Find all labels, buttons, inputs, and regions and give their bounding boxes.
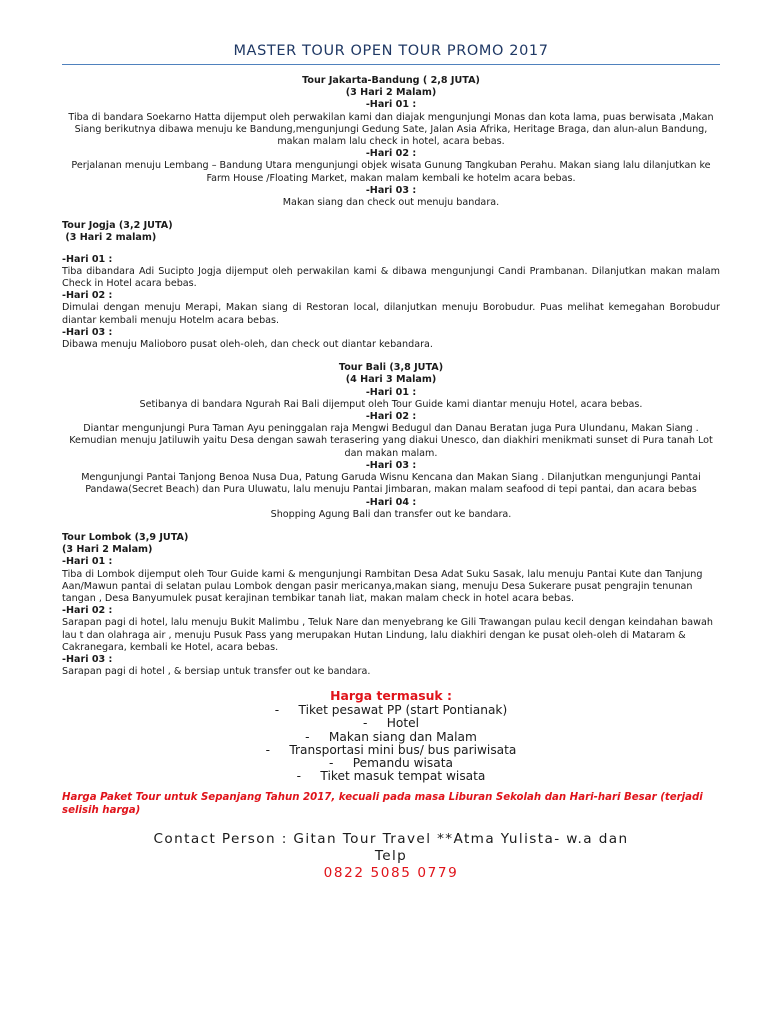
day-label: -Hari 02 : <box>62 290 113 302</box>
title-divider <box>62 64 720 65</box>
price-include-item: - Pemandu wisata <box>329 755 453 770</box>
tour-name: Tour Jogja (3,2 JUTA) <box>62 220 173 232</box>
tour-duration: (3 Hari 2 Malam) <box>345 87 437 99</box>
tour-duration: (4 Hari 3 Malam) <box>345 374 437 386</box>
day-description: Tiba di Lombok dijemput oleh Tour Guide kami & mengunjungi Rambitan Desa Adat Suku Sasak, lalu menuju Pantai Kute dan Tanjung Aan/Mawun pantai di selatan pulau Lombok dengan pasir mericanya,makan siang, menuju Desa Sukerare pusat pengrajin tenunan tangan , Desa Banyumulek pusat kerajinan tembikar tanah liat, makan malam check in hotel acara bebas. <box>62 568 703 604</box>
day-description: Sarapan pagi di hotel , & bersiap untuk transfer out ke bandara. <box>62 666 371 678</box>
day-label: -Hari 03 : <box>62 326 113 338</box>
price-include-item: - Tiket masuk tempat wisata <box>296 768 486 783</box>
price-includes <box>62 688 720 783</box>
day-description: Diantar mengunjungi Pura Taman Ayu peninggalan raja Mengwi Bedugul dan Danau Beratan juga Pura Ulundanu, Makan Siang . Kemudian menuju Jatiluwih yaitu Desa dengan sawah terasering yang diakui Unesco, dan diakhiri menikmati sunset di Pura tanah Lot dan makan malam. <box>69 423 713 459</box>
tour-bali <box>62 362 720 521</box>
price-include-item: - Transportasi mini bus/ bus pariwisata <box>265 742 517 757</box>
contact-phone: 0822 5085 0779 <box>323 865 459 882</box>
day-label: -Hari 02 : <box>62 605 113 617</box>
tour-name: Tour Jakarta-Bandung ( 2,8 JUTA) <box>302 75 480 86</box>
price-includes-title: Harga termasuk : <box>330 688 452 704</box>
day-label: -Hari 04 : <box>365 496 417 508</box>
day-description: Sarapan pagi di hotel, lalu menuju Bukit Malimbu , Teluk Nare dan menyebrang ke Gili Trawangan pulau kecil dengan keindahan bawah lau t dan olahraga air , menuju Pusuk Pass yang merupakan Hutan Lindung, lalu diakhiri dengan ke pusat oleh-oleh di Mataram & Cakranegara, kembali ke Hotel, acara bebas. <box>62 617 713 653</box>
day-label: -Hari 01 : <box>365 386 417 398</box>
tour-duration: (3 Hari 2 Malam) <box>62 544 153 556</box>
contact-block <box>62 831 720 882</box>
day-label: -Hari 01 : <box>365 99 417 111</box>
tour-jogja <box>62 220 720 351</box>
day-description: Shopping Agung Bali dan transfer out ke bandara. <box>270 508 512 520</box>
day-label: -Hari 03 : <box>62 653 113 665</box>
day-description: Perjalanan menuju Lembang – Bandung Utara mengunjungi objek wisata Gunung Tangkuban Perahu. Makan siang lalu dilanjutkan ke Farm House /Floating Market, makan malam kembali ke hotelm acara bebas. <box>71 160 711 184</box>
contact-person: Contact Person : Gitan Tour Travel **Atma Yulista- w.a dan <box>153 831 629 848</box>
day-description: Tiba di bandara Soekarno Hatta dijemput oleh perwakilan kami dan diajak mengunjungi Monas dan kota lama, puas berwisata ,Makan Siang berikutnya dibawa menuju ke Bandung,mengunjungi Gedung Sate, Jalan Asia Afrika, Heritage Braga, dan alun-alun Bandung, makan malam lalu check in hotel, acara bebas. <box>68 111 714 148</box>
price-include-item: - Hotel <box>362 716 420 731</box>
tour-jakarta-bandung <box>62 75 720 209</box>
contact-label: Telp <box>374 848 408 865</box>
day-label: -Hari 02 : <box>365 148 417 160</box>
tour-duration: (3 Hari 2 malam) <box>62 232 157 244</box>
price-note: Harga Paket Tour untuk Sepanjang Tahun 2017, kecuali pada masa Liburan Sekolah dan Hari-hari Besar (terjadi selisih harga) <box>62 791 703 816</box>
day-description: Dimulai dengan menuju Merapi, Makan siang di Restoran local, dilanjutkan menuju Borobudur. Puas melihat kemegahan Borobudur diantar kembali menuju Hotelm acara bebas. <box>62 302 720 326</box>
day-description: Dibawa menuju Malioboro pusat oleh-oleh, dan check out diantar kebandara. <box>62 339 433 351</box>
day-label: -Hari 02 : <box>365 411 417 423</box>
day-description: Setibanya di bandara Ngurah Rai Bali dijemput oleh Tour Guide kami diantar menuju Hotel, acara bebas. <box>139 398 643 410</box>
price-include-item: - Tiket pesawat PP (start Pontianak) <box>274 703 508 718</box>
page-title: MASTER TOUR OPEN TOUR PROMO 2017 <box>233 43 549 59</box>
tour-lombok <box>62 532 720 678</box>
day-description: Tiba dibandara Adi Sucipto Jogja dijemput oleh perwakilan kami & dibawa mengunjungi Candi Prambanan. Dilanjutkan makan malam Check in Hotel acara bebas. <box>62 265 720 290</box>
document-body <box>62 40 720 882</box>
day-label: -Hari 01 : <box>62 253 113 265</box>
tour-name: Tour Bali (3,8 JUTA) <box>338 362 444 374</box>
tour-name: Tour Lombok (3,9 JUTA) <box>62 531 189 543</box>
day-description: Mengunjungi Pantai Tanjong Benoa Nusa Dua, Patung Garuda Wisnu Kencana dan Makan Siang . Dilanjutkan mengunjungi Pantai Pandawa(Secret Beach) dan Pura Uluwatu, lalu menuju Pantai Jimbaran, makan malam seafood di tepi pantai, dan acara bebas <box>81 472 701 496</box>
price-include-item: - Makan siang dan Malam <box>305 729 477 744</box>
day-label: -Hari 03 : <box>365 459 417 471</box>
day-label: -Hari 03 : <box>365 184 417 196</box>
day-label: -Hari 01 : <box>62 556 113 568</box>
day-description: Makan siang dan check out menuju bandara. <box>282 197 500 209</box>
